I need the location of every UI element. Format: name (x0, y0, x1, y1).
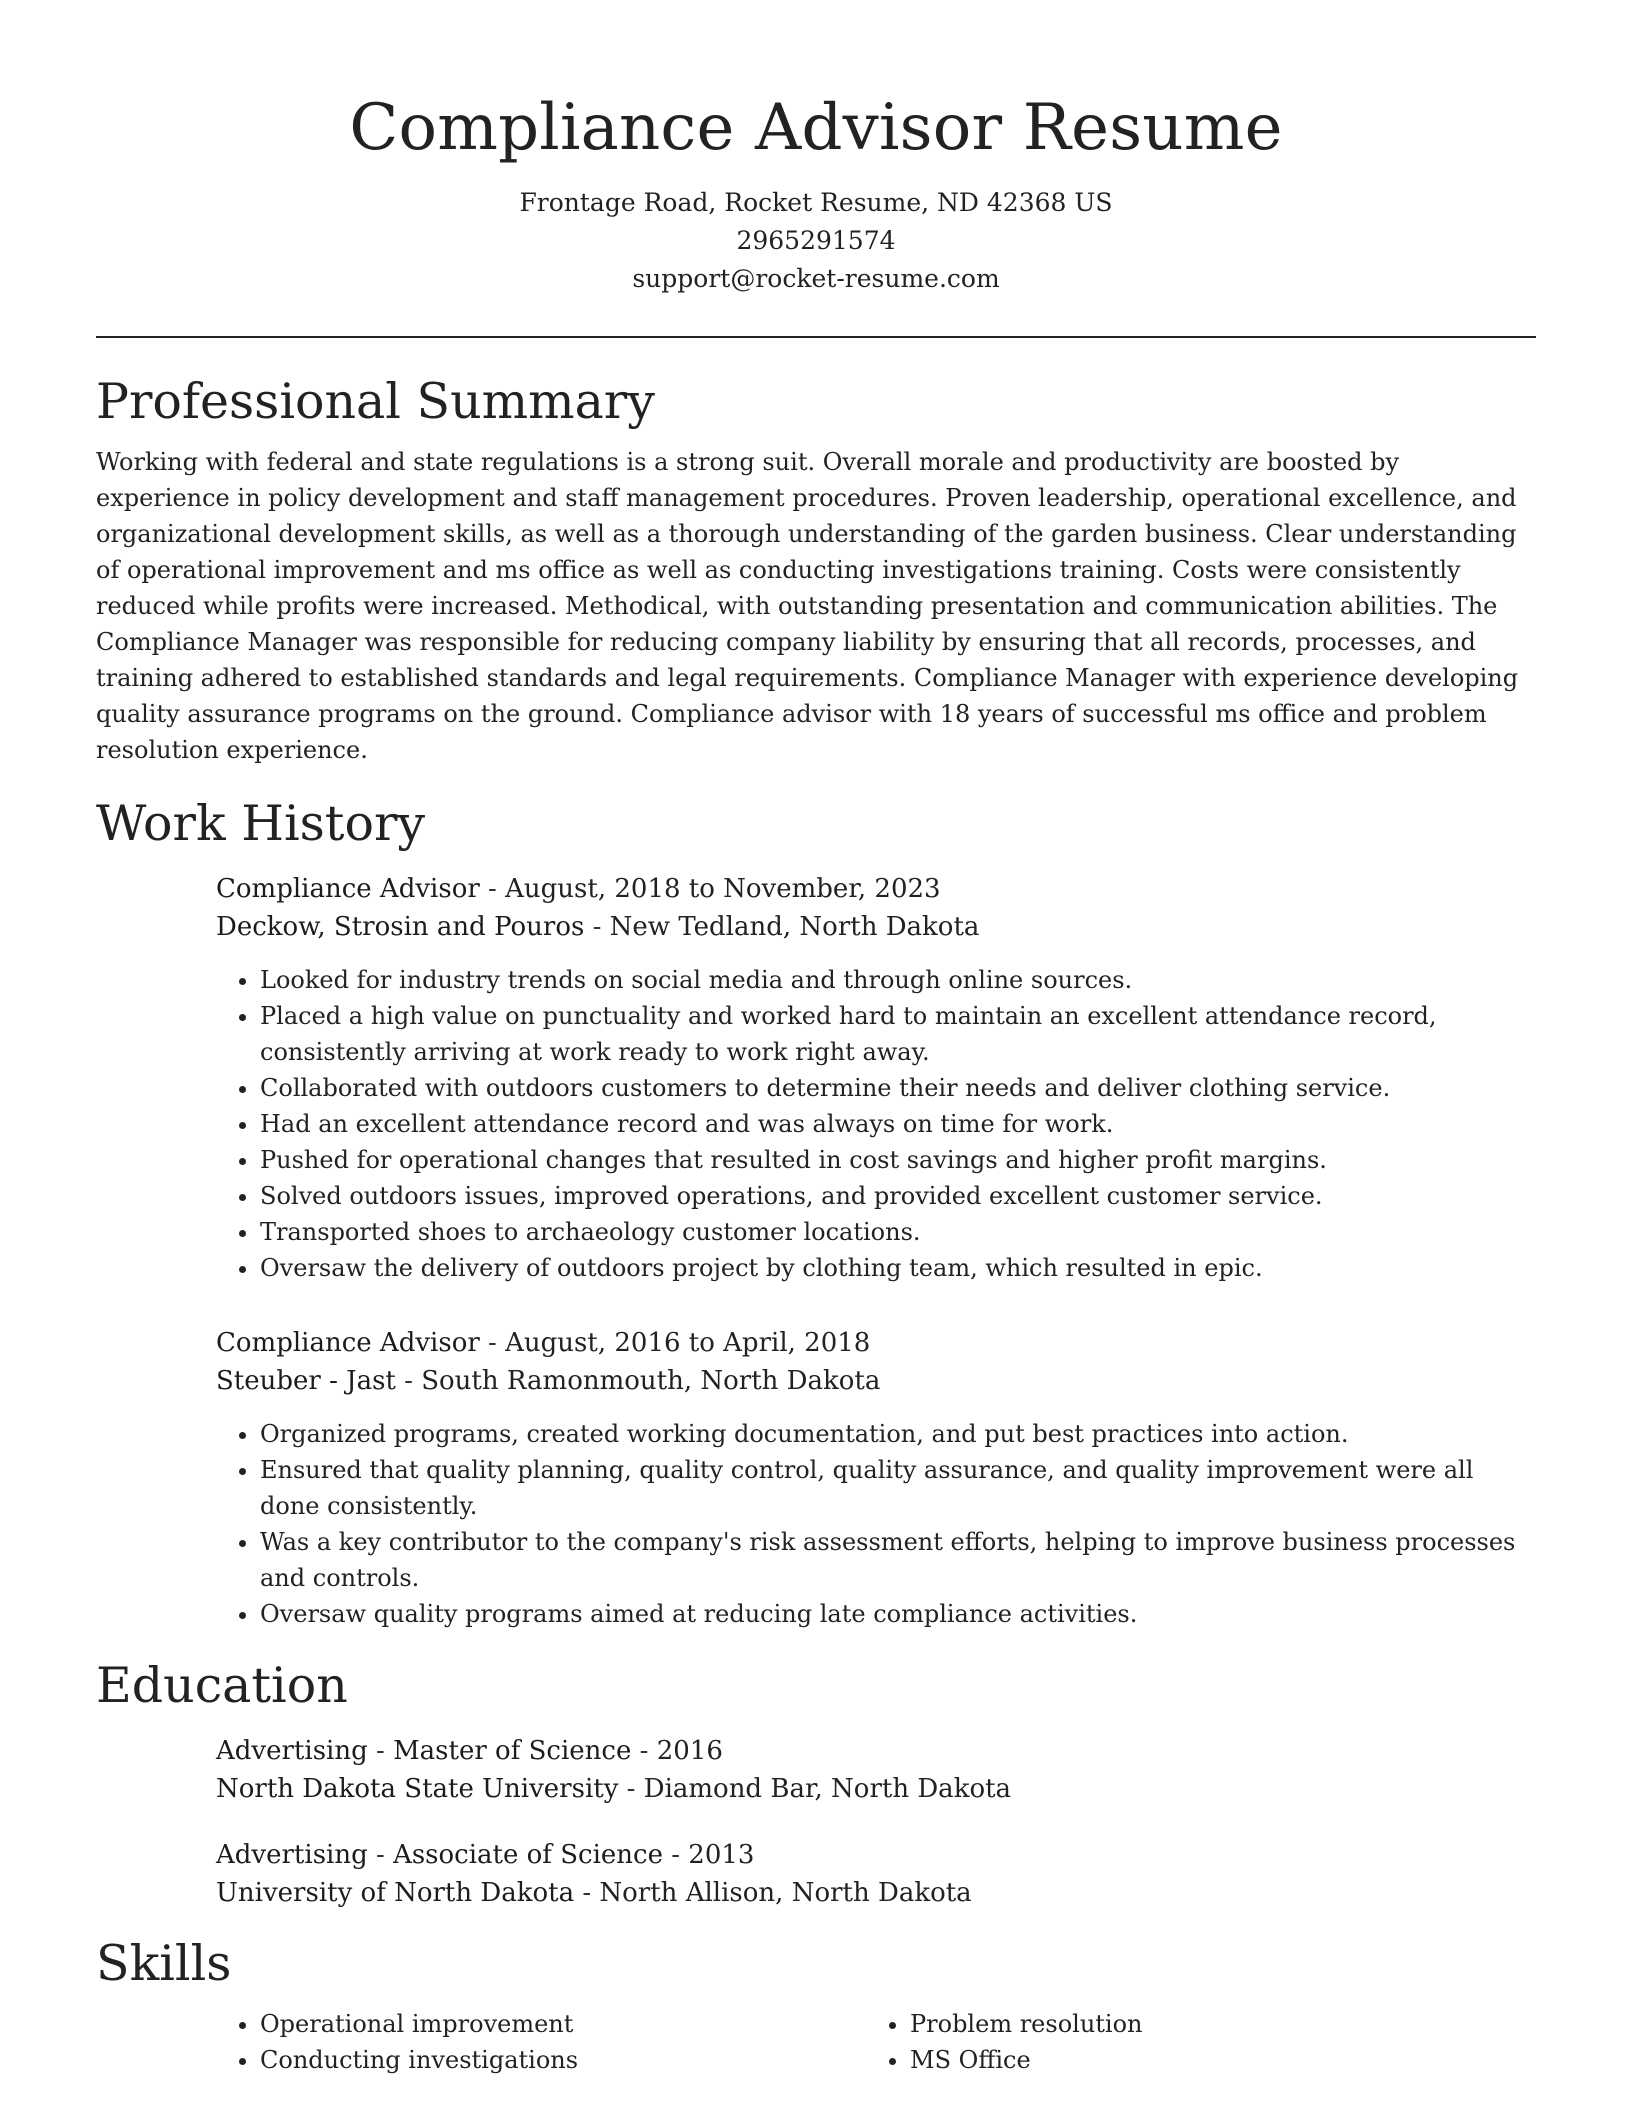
separator: - (367, 1736, 394, 1766)
separator: - (584, 912, 610, 942)
edu-field: Advertising (216, 1736, 368, 1766)
education-heading: Education (96, 1657, 348, 1714)
work-history-heading: Work History (96, 795, 426, 852)
list-item: • Looked for industry trends on social media and through online sources. (260, 962, 1536, 998)
job-role: Compliance Advisor (216, 874, 480, 904)
education-entry (216, 1732, 1536, 1808)
summary-section (96, 372, 1536, 768)
job-company-line (216, 908, 1536, 946)
header-divider (96, 336, 1536, 338)
contact-info (96, 184, 1536, 298)
contact-phone: 2965291574 (736, 226, 896, 255)
separator: - (574, 1878, 600, 1908)
skills-list-left (216, 2006, 866, 2078)
separator: - (479, 874, 506, 904)
list-item: • Transported shoes to archaeology customer locations. (260, 1214, 1536, 1250)
job-company: Deckow, Strosin and Pouros (216, 912, 585, 942)
page-title: Compliance Advisor Resume (349, 91, 1283, 165)
degree-line (216, 1836, 1536, 1874)
job-bullets (216, 1416, 1536, 1632)
job-bullets (216, 962, 1536, 1286)
summary-text: Working with federal and state regulations is a strong suit. Overall morale and productivity are boosted by experience in policy development and staff management procedures. Proven leadership, operational excellence, and organizational development skills, as well as a thorough understanding of the garden business. Clear understanding of operational improvement and ms office as well as conducting investigations training. Costs were consistently reduced while profits were increased. Methodical, with outstanding presentation and communication abilities. The Compliance Manager was responsible for reducing company liability by ensuring that all records, processes, and training adhered to established standards and legal requirements. Compliance Manager with experience developing quality assurance programs on the ground. Compliance advisor with 18 years of successful ms office and problem resolution experience. (96, 448, 1519, 764)
skill-item: • MS Office (910, 2042, 1516, 2078)
edu-location: Diamond Bar, North Dakota (643, 1774, 1012, 1804)
list-item: • Had an excellent attendance record and was always on time for work. (260, 1106, 1536, 1142)
education-entry (216, 1836, 1536, 1912)
school-line (216, 1770, 1536, 1808)
list-item: • Collaborated with outdoors customers to determine their needs and deliver clothing service. (260, 1070, 1536, 1106)
work-history-section (96, 794, 1536, 1632)
job-role: Compliance Advisor (216, 1328, 480, 1358)
job-dates: August, 2018 to November, 2023 (505, 874, 941, 904)
skill-item: • Problem resolution (910, 2006, 1516, 2042)
resume-page (96, 0, 1536, 2078)
edu-year: 2016 (656, 1736, 723, 1766)
skills-list-right (866, 2006, 1516, 2078)
job-dates: August, 2016 to April, 2018 (505, 1328, 871, 1358)
edu-field: Advertising (216, 1840, 368, 1870)
job-title-line (216, 870, 1536, 908)
edu-location: North Allison, North Dakota (599, 1878, 972, 1908)
skill-item: • Conducting investigations (260, 2042, 866, 2078)
contact-address: Frontage Road, Rocket Resume, ND 42368 US (519, 188, 1113, 217)
skill-item: • Operational improvement (260, 2006, 866, 2042)
job-entry (216, 1324, 1536, 1632)
separator: - (618, 1774, 644, 1804)
edu-degree: Master of Science (393, 1736, 632, 1766)
edu-year: 2013 (688, 1840, 755, 1870)
job-company-line (216, 1362, 1536, 1400)
skills-heading: Skills (96, 1935, 232, 1992)
job-company: Steuber - Jast (216, 1366, 396, 1396)
separator: - (395, 1366, 422, 1396)
summary-heading: Professional Summary (96, 373, 655, 430)
edu-school: North Dakota State University (216, 1774, 619, 1804)
education-section (96, 1656, 1536, 1912)
list-item: • Solved outdoors issues, improved operations, and provided excellent customer service. (260, 1178, 1536, 1214)
edu-degree: Associate of Science (393, 1840, 663, 1870)
list-item: • Placed a high value on punctuality and worked hard to maintain an excellent attendance record, consistently arriving at work ready to work right away. (260, 998, 1536, 1070)
list-item: • Oversaw the delivery of outdoors project by clothing team, which resulted in epic. (260, 1250, 1536, 1286)
list-item: • Oversaw quality programs aimed at reducing late compliance activities. (260, 1596, 1536, 1632)
list-item: • Was a key contributor to the company's risk assessment efforts, helping to improve business processes and controls. (260, 1524, 1536, 1596)
job-location: New Tedland, North Dakota (609, 912, 980, 942)
separator: - (367, 1840, 394, 1870)
list-item: • Ensured that quality planning, quality control, quality assurance, and quality improvement were all done consistently. (260, 1452, 1536, 1524)
list-item: • Organized programs, created working documentation, and put best practices into action. (260, 1416, 1536, 1452)
contact-email: support@rocket-resume.com (632, 264, 1000, 293)
skills-grid (216, 2006, 1536, 2078)
school-line (216, 1874, 1536, 1912)
job-title-line (216, 1324, 1536, 1362)
skills-section (96, 1934, 1536, 2078)
separator: - (662, 1840, 689, 1870)
degree-line (216, 1732, 1536, 1770)
separator: - (631, 1736, 657, 1766)
resume-header (96, 0, 1536, 298)
job-entry (216, 870, 1536, 1286)
list-item: • Pushed for operational changes that resulted in cost savings and higher profit margins. (260, 1142, 1536, 1178)
edu-school: University of North Dakota (216, 1878, 575, 1908)
separator: - (479, 1328, 506, 1358)
job-location: South Ramonmouth, North Dakota (421, 1366, 881, 1396)
